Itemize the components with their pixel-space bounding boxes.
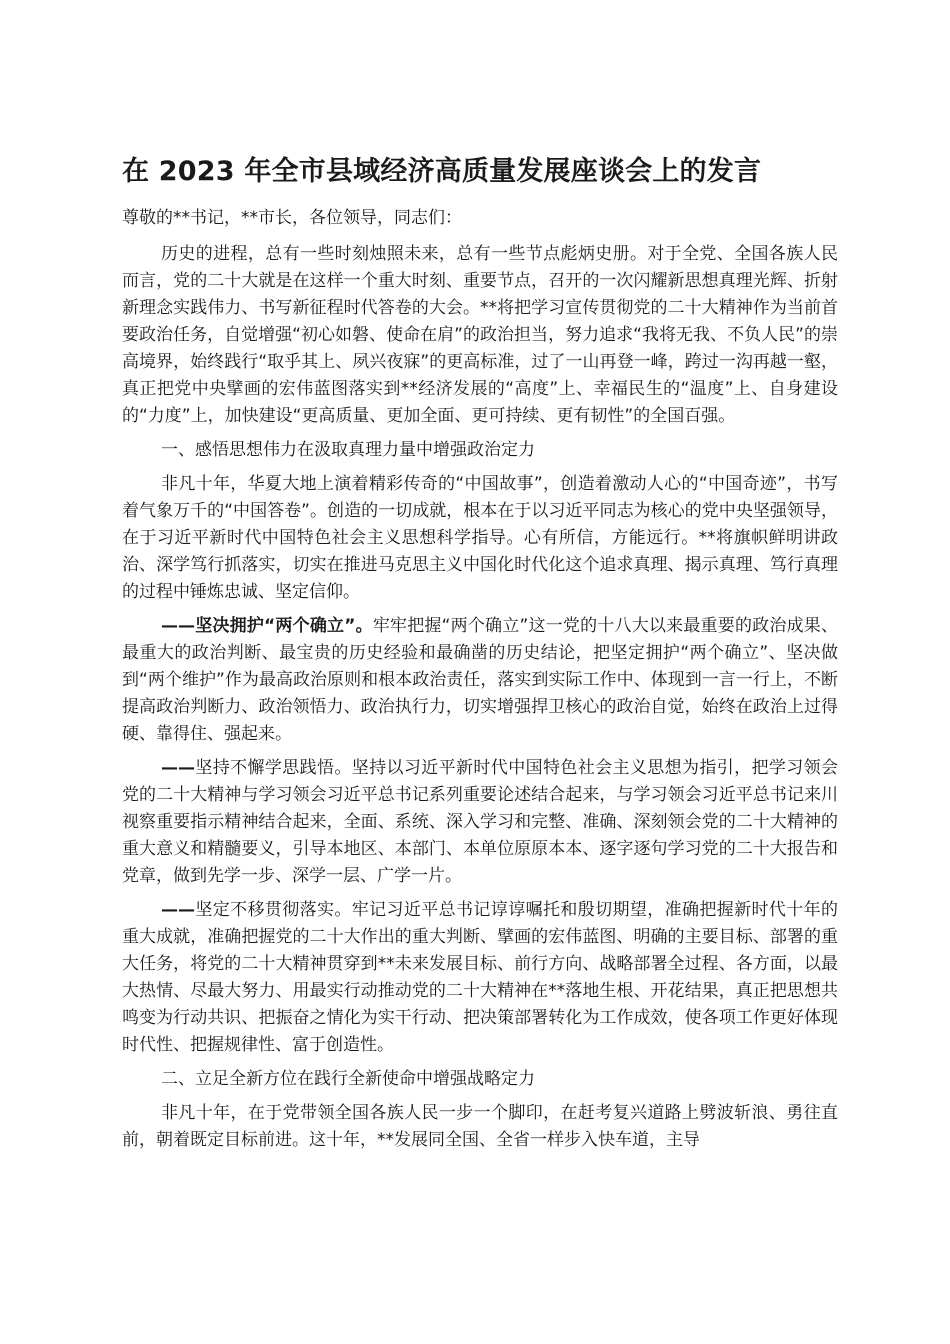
paragraph bbox=[122, 897, 838, 1059]
paragraph-lead: —— bbox=[161, 758, 195, 778]
paragraph-text: 历史的进程，总有一些时刻烛照未来，总有一些节点彪炳史册。对于全党、全国各族人民而言，党的二十大就是在这样一个重大时刻、重要节点，召开的一次闪耀新思想真理光辉、折射新理念实践伟力、书写新征程时代答卷的大会。**将把学习宣传贯彻党的二十大精神作为当前首要政治任务，自觉增强“初心如磐、使命在肩”的政治担当，努力追求“我将无我、不负人民”的崇高境界，始终践行“取乎其上、夙兴夜寐”的更高标准，过了一山再登一峰，跨过一沟再越一壑，真正把党中央擘画的宏伟蓝图落实到**经济发展的“高度”上、幸福民生的“温度”上、自身建设的“力度”上，加快建设“更高质量、更加全面、更可持续、更有韧性”的全国百强。 bbox=[122, 244, 838, 426]
paragraph bbox=[122, 755, 838, 890]
paragraph-intro bbox=[122, 241, 838, 430]
paragraph-text: 非凡十年，华夏大地上演着精彩传奇的“中国故事”，创造着激动人心的“中国奇迹”，书写着气象万千的“中国答卷”。创造的一切成就，根本在于以习近平同志为核心的党中央坚强领导，在于习近平新时代中国特色社会主义思想科学指导。心有所信，方能远行。**将旗帜鲜明讲政治、深学笃行抓落实，切实在推进马克思主义中国化时代化这个追求真理、揭示真理、笃行真理的过程中锤炼忠诚、坚定信仰。 bbox=[122, 474, 838, 602]
document-body bbox=[122, 205, 838, 1161]
greeting: 尊敬的**书记，**市长，各位领导，同志们： bbox=[122, 208, 462, 228]
paragraph-text: 坚持不懈学思践悟。坚持以习近平新时代中国特色社会主义思想为指引，把学习领会党的二十大精神与学习领会习近平总书记系列重要论述结合起来，与学习领会习近平总书记来川视察重要指示精神结合起来，全面、系统、深入学习和完整、准确、深刻领会党的二十大精神的重大意义和精髓要义，引导本地区、本部门、本单位原原本本、逐字逐句学习党的二十大报告和党章，做到先学一步、深学一层、广学一片。 bbox=[122, 758, 838, 886]
section-heading-1 bbox=[122, 437, 838, 464]
paragraph-text: 一、感悟思想伟力在汲取真理力量中增强政治定力 bbox=[161, 440, 535, 460]
document-title: 在 2023 年全市县域经济高质量发展座谈会上的发言 bbox=[122, 156, 762, 187]
paragraph bbox=[122, 613, 838, 748]
paragraph-text: 二、立足全新方位在践行全新使命中增强战略定力 bbox=[161, 1069, 535, 1089]
paragraph-lead: ——坚决拥护“两个确立”。 bbox=[161, 616, 373, 636]
paragraph-text: 非凡十年，在于党带领全国各族人民一步一个脚印，在赶考复兴道路上劈波斩浪、勇往直前，朝着既定目标前进。这十年，**发展同全国、全省一样步入快车道，主导 bbox=[122, 1103, 838, 1150]
paragraph bbox=[122, 1100, 838, 1154]
paragraph-text: 坚定不移贯彻落实。牢记习近平总书记谆谆嘱托和殷切期望，准确把握新时代十年的重大成就，准确把握党的二十大作出的重大判断、擘画的宏伟蓝图、明确的主要目标、部署的重大任务，将党的二十大精神贯穿到**未来发展目标、前行方向、战略部署全过程、各方面，以最大热情、尽最大努力、用最实行动推动党的二十大精神在**落地生根、开花结果，真正把思想共鸣变为行动共识、把振奋之情化为实干行动、把决策部署转化为工作成效，使各项工作更好体现时代性、把握规律性、富于创造性。 bbox=[122, 900, 838, 1055]
paragraph-text: 牢牢把握“两个确立”这一党的十八大以来最重要的政治成果、最重大的政治判断、最宝贵的历史经验和最确凿的历史结论，把坚定拥护“两个确立”、坚决做到“两个维护”作为最高政治原则和根本政治责任，落实到实际工作中、体现到一言一行上，不断提高政治判断力、政治领悟力、政治执行力，切实增强捍卫核心的政治自觉，始终在政治上过得硬、靠得住、强起来。 bbox=[122, 616, 838, 744]
section-heading-2 bbox=[122, 1066, 838, 1093]
paragraph bbox=[122, 471, 838, 606]
paragraph-lead: —— bbox=[161, 900, 195, 920]
